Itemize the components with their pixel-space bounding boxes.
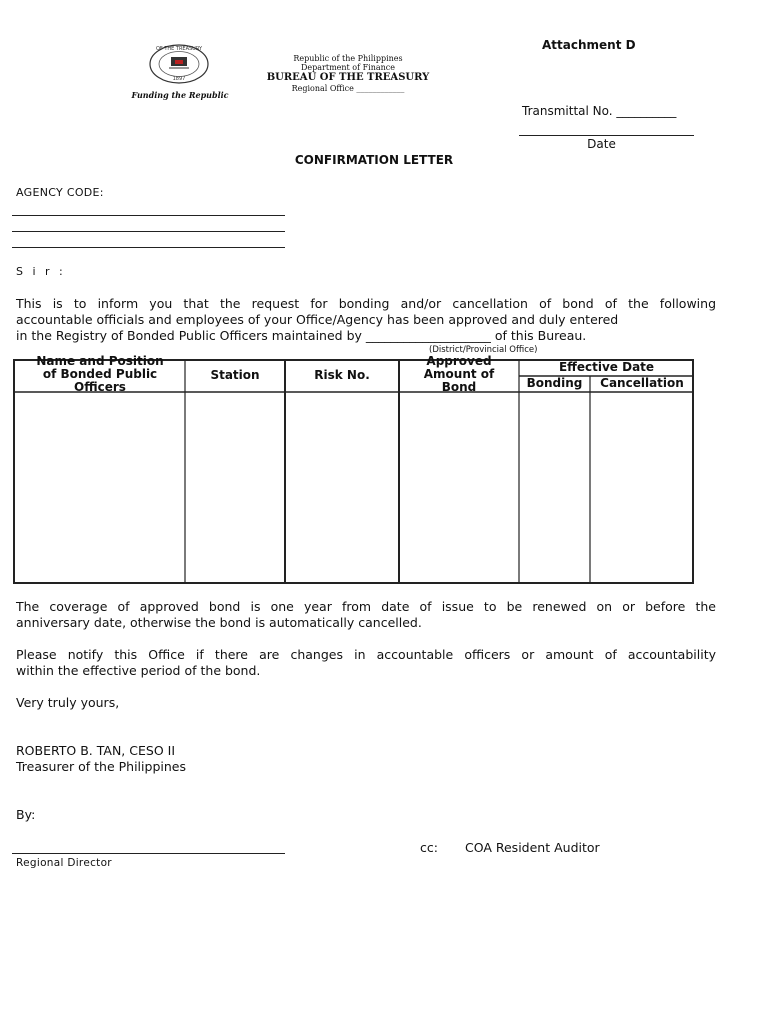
attachment-label: Attachment D	[542, 38, 636, 52]
header-risk-no: Risk No.	[314, 369, 370, 382]
salutation: S i r :	[16, 265, 66, 278]
regional-office-line: Regional Office ____________	[291, 84, 405, 93]
agency-code-label: AGENCY CODE:	[16, 186, 104, 199]
table-grid-lines	[13, 359, 694, 584]
notify-line-2: within the effective period of the bond.	[16, 663, 261, 678]
header-name-line-3: Officers	[74, 380, 126, 392]
bond-table	[13, 355, 694, 584]
body-line-3: in the Registry of Bonded Public Officers maintained by ____________________ of this Bureau.	[16, 328, 587, 343]
signatory-title: Treasurer of the Philippines	[16, 759, 186, 774]
header-amount-line-1: Approved	[426, 355, 492, 368]
header-amount-line-2: Amount of	[423, 367, 495, 381]
coverage-line-2: anniversary date, otherwise the bond is automatically cancelled.	[16, 615, 422, 630]
cc-recipient: COA Resident Auditor	[465, 840, 600, 855]
agency-line-3	[12, 247, 285, 248]
header-amount-line-3: Bond	[441, 380, 477, 392]
department-heading: Department of Finance	[300, 63, 396, 72]
header-cancellation: Cancellation	[600, 377, 684, 390]
closing: Very truly yours,	[16, 695, 120, 710]
body-line-1: This is to inform you that the request for bonding and/or cancellation of bond of the following	[16, 296, 716, 311]
body-line-2: accountable officials and employees of your Office/Agency has been approved and duly entered	[16, 312, 619, 327]
date-label: Date	[587, 137, 616, 151]
agency-line-2	[12, 231, 285, 232]
bureau-heading: BUREAU OF THE TREASURY	[266, 72, 430, 83]
header-name-position	[15, 355, 185, 392]
header-effective-date: Effective Date	[558, 361, 655, 374]
document-title: CONFIRMATION LETTER	[294, 153, 454, 167]
agency-line-1	[12, 215, 285, 216]
regional-director-label: Regional Director	[16, 857, 112, 869]
svg-text:OF THE TREASURY: OF THE TREASURY	[155, 46, 203, 52]
coverage-line-1: The coverage of approved bond is one year from date of issue to be renewed on or before the	[16, 599, 716, 614]
treasury-seal	[147, 44, 211, 84]
svg-text:1897: 1897	[172, 76, 186, 82]
by-label: By:	[16, 807, 36, 822]
header-approved-amount	[399, 355, 519, 392]
notify-line-1: Please notify this Office if there are changes in accountable officers or amount of accountability	[16, 647, 716, 662]
district-note: (District/Provincial Office)	[429, 345, 538, 355]
signatory-name: ROBERTO B. TAN, CESO II	[16, 743, 176, 758]
header-name-line-2: of Bonded Public	[42, 367, 158, 381]
signature-line	[12, 853, 285, 854]
republic-heading: Republic of the Philippines	[293, 54, 403, 63]
funding-tagline: Funding the Republic	[131, 90, 229, 100]
date-line	[519, 135, 694, 136]
header-station: Station	[210, 369, 260, 382]
cc-label: cc:	[420, 840, 438, 855]
transmittal-number: Transmittal No. __________	[522, 104, 677, 118]
header-bonding: Bonding	[526, 377, 583, 390]
header-name-line-1: Name and Position	[36, 355, 164, 368]
